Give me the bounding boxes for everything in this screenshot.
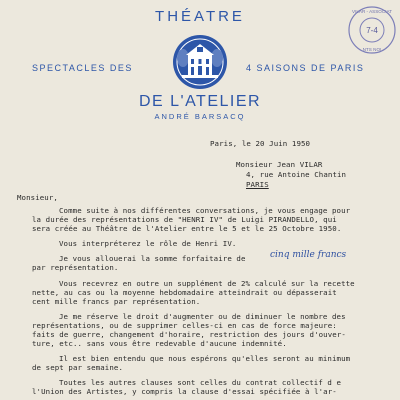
stamp-bottom-text: NTS NOI [362,47,382,52]
letterhead-name: DE L'ATELIER [138,93,262,110]
recipient-line-1: Monsieur Jean VILAR [236,160,323,169]
archive-stamp-icon [346,4,398,56]
theatre-logo-icon [170,33,230,91]
body-line: Je me réserve le droit d'augmenter ou de diminuer le nombre des [59,312,346,321]
letterhead-director: ANDRÉ BARSACQ [154,112,246,121]
letterhead-left-tag: SPECTACLES DES [32,63,133,73]
recipient-line-2: 4, rue Antoine Chantin [246,170,347,179]
body-line: Je vous allouerai la somme forfaitaire de [59,254,246,263]
body-line: Comme suite à nos différentes conversations, je vous engage pour [59,206,351,215]
body-line: Vous recevrez en outre un supplément de 2% calculé sur la recette [59,279,355,288]
body-line: ture, etc.. sans vous être redevable d'aucune indemnité. [32,339,287,348]
recipient-line-3: PARIS [246,180,269,189]
body-line: l'Union des Artistes, y compris la clause d'essai spécifiée à l'ar- [32,387,337,396]
stamp-code: 7-4 [366,26,378,35]
body-line: nette, au cas ou la moyenne hebdomadaire atteindrait ou dépasserait [32,288,337,297]
letterhead-title: THÉATRE [155,8,245,25]
body-line: par représentation. [32,263,119,272]
date-line: Paris, le 20 Juin 1950 [210,139,311,148]
body-line: de sept par semaine. [32,363,123,372]
body-line: représentations, ou de supprimer celles-ci en cas de force majeure: [32,321,337,330]
body-line: sera créée au Théâtre de l'Atelier entre le 5 et le 25 Octobre 1950. [32,224,342,233]
body-line: Vous interpréterez le rôle de Henri IV. [59,239,237,248]
body-line: cent mille francs par représentation. [32,297,201,306]
body-line: Il est bien entendu que nous espérons qu'elles seront au minimum [59,354,351,363]
salutation: Monsieur, [17,193,58,202]
handwritten-amount: cinq mille francs [270,250,347,260]
body-line: Toutes les autres clauses sont celles du contrat collectif d e [59,378,342,387]
stamp-top-text: VILAR - ASSOCIAT [352,9,392,14]
letterhead-right-tag: 4 SAISONS DE PARIS [246,63,365,73]
body-line: faits de guerre, changement d'horaire, restriction des jours d'ouver- [32,330,346,339]
body-line: la durée des représentations de "HENRI IV" de Luigi PIRANDELLO, qui [32,215,337,224]
